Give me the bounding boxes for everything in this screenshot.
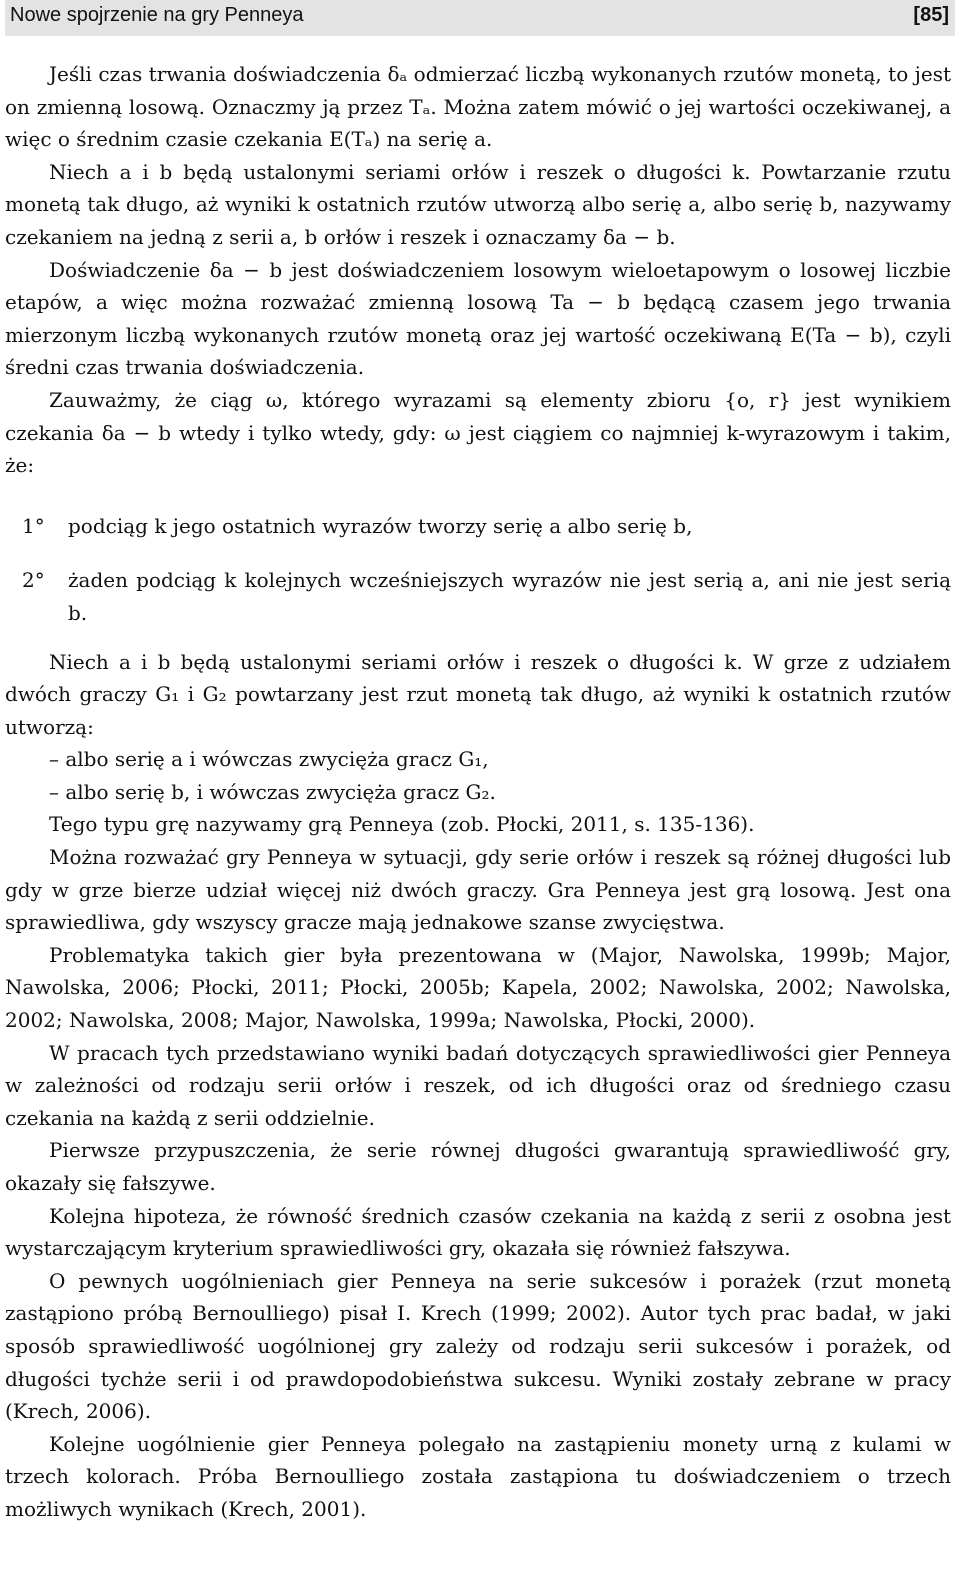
paragraph-9: W pracach tych przedstawiano wyniki badań dotyczących sprawiedliwości gier Penneya w zależności od rodzaju serii orłów i reszek, od ich długości oraz od średniego czasu czekania na każdą z serii oddzielnie. bbox=[5, 1040, 951, 1130]
paragraph-2: Niech a i b będą ustalonymi seriami orłów i reszek o długości k. Powtarzanie rzutu monetą tak długo, aż wyniki k ostatnich rzutów utworzą albo serię a, albo serię b, nazywamy czekaniem na jedną z serii a, b orłów i reszek i oznaczamy δa − b. bbox=[5, 159, 951, 249]
paragraph-5: Niech a i b będą ustalonymi seriami orłów i reszek o długości k. W grze z udziałem dwóch graczy G₁ i G₂ powtarzany jest rzut monetą tak długo, aż wyniki k ostatnich rzutów utworzą: bbox=[5, 649, 951, 739]
dash-item-2: – albo serię b, i wówczas zwycięża gracz G₂. bbox=[49, 779, 496, 804]
dash-item-1: – albo serię a i wówczas zwycięża gracz G₁, bbox=[49, 747, 489, 772]
paragraph-10: Pierwsze przypuszczenia, że serie równej długości gwarantują sprawiedliwość gry, okazały się fałszywe. bbox=[5, 1138, 951, 1195]
paragraph-7: Można rozważać gry Penneya w sytuacji, gdy serie orłów i reszek są różnej długości lub gdy w grze bierze udział więcej niż dwóch graczy. Gra Penneya jest grą losową. Jest ona sprawiedliwa, gdy wszyscy gracze mają jednakowe szanse zwycięstwa. bbox=[5, 845, 951, 935]
condition-1-number: 1° bbox=[22, 513, 45, 538]
page-number: [85] bbox=[913, 4, 949, 26]
paragraph-3: Doświadczenie δa − b jest doświadczeniem losowym wieloetapowym o losowej liczbie etapów, a więc można rozważać zmienną losową Ta − b będącą czasem jego trwania mierzonym liczbą wykonanych rzutów monetą oraz jej wartość oczekiwaną E(Ta − b), czyli średni czas trwania doświadczenia. bbox=[5, 257, 951, 380]
paragraph-8: Problematyka takich gier była prezentowana w (Major, Nawolska, 1999b; Major, Nawolska, 2006; Płocki, 2011; Płocki, 2005b; Kapela, 2002; Nawolska, 2002; Nawolska, 2002; Nawolska, 2008; Major, Nawolska, 1999a; Nawolska, Płocki, 2000). bbox=[5, 942, 951, 1033]
paragraph-1: Jeśli czas trwania doświadczenia δₐ odmierzać liczbą wykonanych rzutów monetą, to jest on zmienną losową. Oznaczmy ją przez Tₐ. Można zatem mówić o jej wartości oczekiwanej, a więc o średnim czasie czekania E(Tₐ) na serię a. bbox=[5, 62, 951, 152]
condition-2 bbox=[5, 564, 951, 629]
article-body bbox=[5, 58, 951, 1526]
running-header bbox=[5, 0, 955, 36]
paragraph-6: Tego typu grę nazywamy grą Penneya (zob. Płocki, 2011, s. 135-136). bbox=[49, 812, 755, 837]
condition-1 bbox=[5, 510, 951, 543]
paragraph-4: Zauważmy, że ciąg ω, którego wyrazami są elementy zbioru {o, r} jest wynikiem czekania δa − b wtedy i tylko wtedy, gdy: ω jest ciągiem co najmniej k-wyrazowym i takim, że: bbox=[5, 387, 951, 478]
paragraph-11: Kolejna hipoteza, że równość średnich czasów czekania na każdą z serii z osobna jest wystarczającym kryterium sprawiedliwości gry, okazała się również fałszywa. bbox=[5, 1203, 951, 1261]
running-title: Nowe spojrzenie na gry Penneya bbox=[10, 4, 304, 26]
condition-1-text: podciąg k jego ostatnich wyrazów tworzy serię a albo serię b, bbox=[68, 513, 693, 538]
paragraph-13: Kolejne uogólnienie gier Penneya polegało na zastąpieniu monety urną z kulami w trzech kolorach. Próba Bernoulliego została zastąpiona tu doświadczeniem o trzech możliwych wynikach (Krech, 2001). bbox=[5, 1431, 951, 1521]
condition-2-text: żaden podciąg k kolejnych wcześniejszych wyrazów nie jest serią a, ani nie jest serią b. bbox=[68, 568, 951, 625]
condition-2-number: 2° bbox=[22, 568, 45, 593]
paragraph-12: O pewnych uogólnieniach gier Penneya na serie sukcesów i porażek (rzut monetą zastąpiono próbą Bernoulliego) pisał I. Krech (1999; 2002). Autor tych prac badał, w jaki sposób sprawiedliwość uogólnionej gry zależy od rodzaju serii sukcesów i porażek, od długości tychże serii i od prawdopodobieństwa sukcesu. Wyniki zostały zebrane w pracy (Krech, 2006). bbox=[5, 1268, 951, 1424]
